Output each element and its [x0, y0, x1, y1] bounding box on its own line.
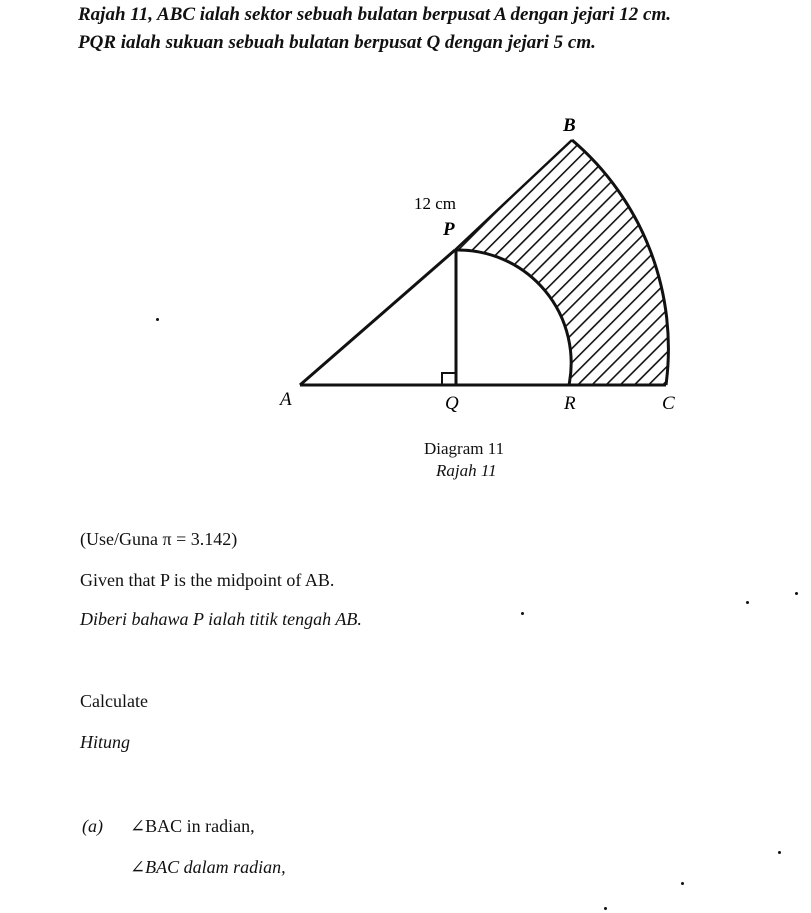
shaded-region	[455, 140, 668, 385]
scan-speck	[795, 592, 798, 595]
part-a-question-ms: ∠BAC dalam radian,	[130, 857, 286, 877]
label-c: C	[662, 393, 675, 414]
given-statement-ms: Diberi bahawa P ialah titik tengah AB.	[80, 609, 362, 629]
scan-speck	[778, 851, 781, 854]
diagram-caption-en: Diagram 11	[424, 439, 505, 458]
intro-malay-line-2: PQR ialah sukuan sebuah bulatan berpusat Q dengan jejari 5 cm.	[78, 32, 596, 53]
scan-speck	[681, 882, 684, 885]
label-r: R	[564, 393, 576, 414]
scan-speck	[604, 907, 607, 910]
intro-malay-line-1: Rajah 11, ABC ialah sektor sebuah bulatan berpusat A dengan jejari 12 cm.	[78, 4, 671, 25]
diagram-caption-ms: Rajah 11	[436, 461, 497, 480]
calculate-heading-en: Calculate	[80, 691, 148, 711]
pi-note: (Use/Guna π = 3.142)	[80, 529, 238, 549]
label-length-ab: 12 cm	[414, 194, 457, 213]
right-angle-marker	[442, 373, 456, 385]
label-a: A	[280, 389, 292, 410]
part-a-label: (a)	[82, 816, 103, 836]
label-b: B	[563, 115, 576, 136]
scan-speck	[746, 601, 749, 604]
line-ap	[300, 250, 455, 385]
given-statement-en: Given that P is the midpoint of AB.	[80, 570, 335, 590]
part-a-question-en: ∠BAC in radian,	[130, 816, 255, 836]
scan-speck	[156, 318, 159, 321]
label-p: P	[443, 219, 455, 240]
calculate-heading-ms: Hitung	[80, 732, 131, 752]
scan-speck	[521, 612, 524, 615]
label-q: Q	[445, 393, 459, 414]
